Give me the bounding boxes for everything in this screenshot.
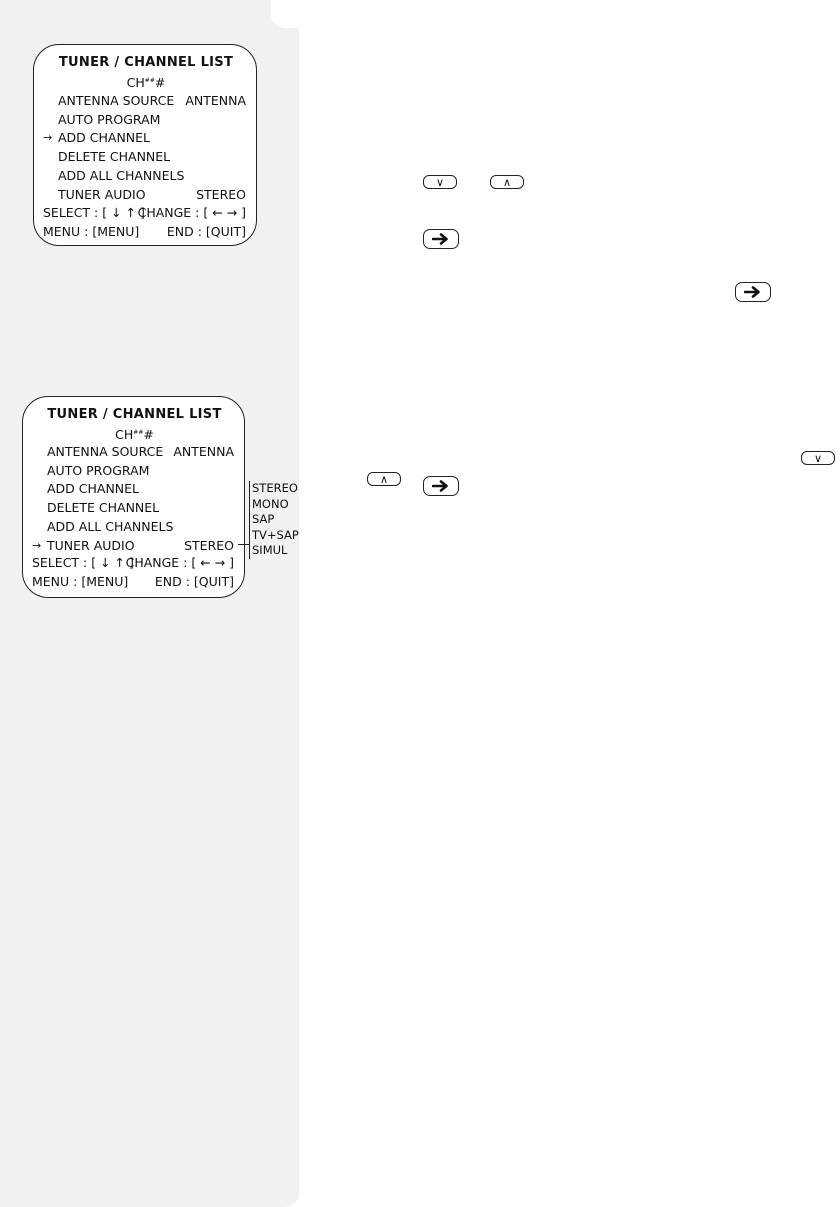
- osd-menu-item: TUNER AUDIO: [47, 537, 135, 553]
- osd-menu-hint: MENU : [MENU]: [32, 574, 129, 589]
- osd-menu-item: AUTO PROGRAM: [58, 111, 161, 127]
- audio-options-connector: [238, 544, 249, 545]
- selector-arrow-icon: →: [32, 538, 42, 552]
- right-arrow-icon: [432, 232, 450, 246]
- right-key-icon: [423, 476, 459, 496]
- osd-screen-add-channel: [33, 44, 257, 246]
- audio-option: STEREO: [252, 481, 298, 495]
- right-arrow-icon: [744, 285, 762, 299]
- osd-menu-item: ADD ALL CHANNELS: [58, 167, 185, 183]
- right-key-icon: [423, 229, 459, 249]
- osd-menu-value: ANTENNA: [173, 444, 234, 459]
- osd-menu-value: STEREO: [196, 186, 246, 202]
- osd-menu-value: ANTENNA: [185, 93, 246, 108]
- right-arrow-icon: [432, 479, 450, 493]
- osd-menu-value: STEREO: [184, 537, 234, 553]
- osd-menu-item: AUTO PROGRAM: [47, 462, 150, 478]
- osd-menu-item: DELETE CHANNEL: [58, 149, 171, 165]
- osd-menu-item: TUNER AUDIO: [58, 186, 146, 202]
- right-key-icon: [735, 282, 771, 302]
- audio-option: SAP: [252, 512, 275, 526]
- down-key-icon: ∨: [423, 175, 457, 189]
- osd-title: TUNER / CHANNEL LIST: [58, 55, 234, 70]
- down-key-icon: ∨: [801, 451, 835, 465]
- up-key-icon: ∧: [367, 472, 401, 486]
- audio-option: TV+SAP: [252, 527, 299, 542]
- osd-menu-item: ANTENNA SOURCE: [58, 93, 175, 108]
- tuner-audio-options: [249, 481, 299, 559]
- osd-channel-label: CH###: [126, 75, 166, 91]
- osd-select-hint: SELECT : [ ↓ ↑ ]: [32, 555, 134, 570]
- osd-menu-item: ADD CHANNEL: [58, 130, 151, 146]
- osd-screen-tuner-audio: [22, 396, 245, 598]
- osd-menu-item: ADD CHANNEL: [47, 481, 140, 497]
- osd-title: TUNER / CHANNEL LIST: [47, 407, 222, 422]
- osd-menu-hint: MENU : [MENU]: [43, 224, 140, 239]
- osd-change-hint: CHANGE : [ ← → ]: [125, 555, 234, 570]
- audio-option: MONO: [252, 496, 289, 511]
- up-key-icon: ∧: [490, 175, 524, 189]
- audio-option: SIMUL: [252, 543, 288, 557]
- osd-end-hint: END : [QUIT]: [166, 224, 246, 239]
- osd-menu-item: ADD ALL CHANNELS: [47, 518, 174, 534]
- osd-change-hint: CHANGE : [ ← → ]: [137, 205, 246, 220]
- osd-menu-item: ANTENNA SOURCE: [47, 444, 164, 459]
- osd-menu-item: DELETE CHANNEL: [47, 500, 160, 516]
- osd-channel-label: CH###: [115, 427, 154, 443]
- osd-select-hint: SELECT : [ ↓ ↑ ]: [43, 205, 145, 220]
- selector-arrow-icon: →: [43, 131, 53, 145]
- osd-end-hint: END : [QUIT]: [154, 574, 234, 589]
